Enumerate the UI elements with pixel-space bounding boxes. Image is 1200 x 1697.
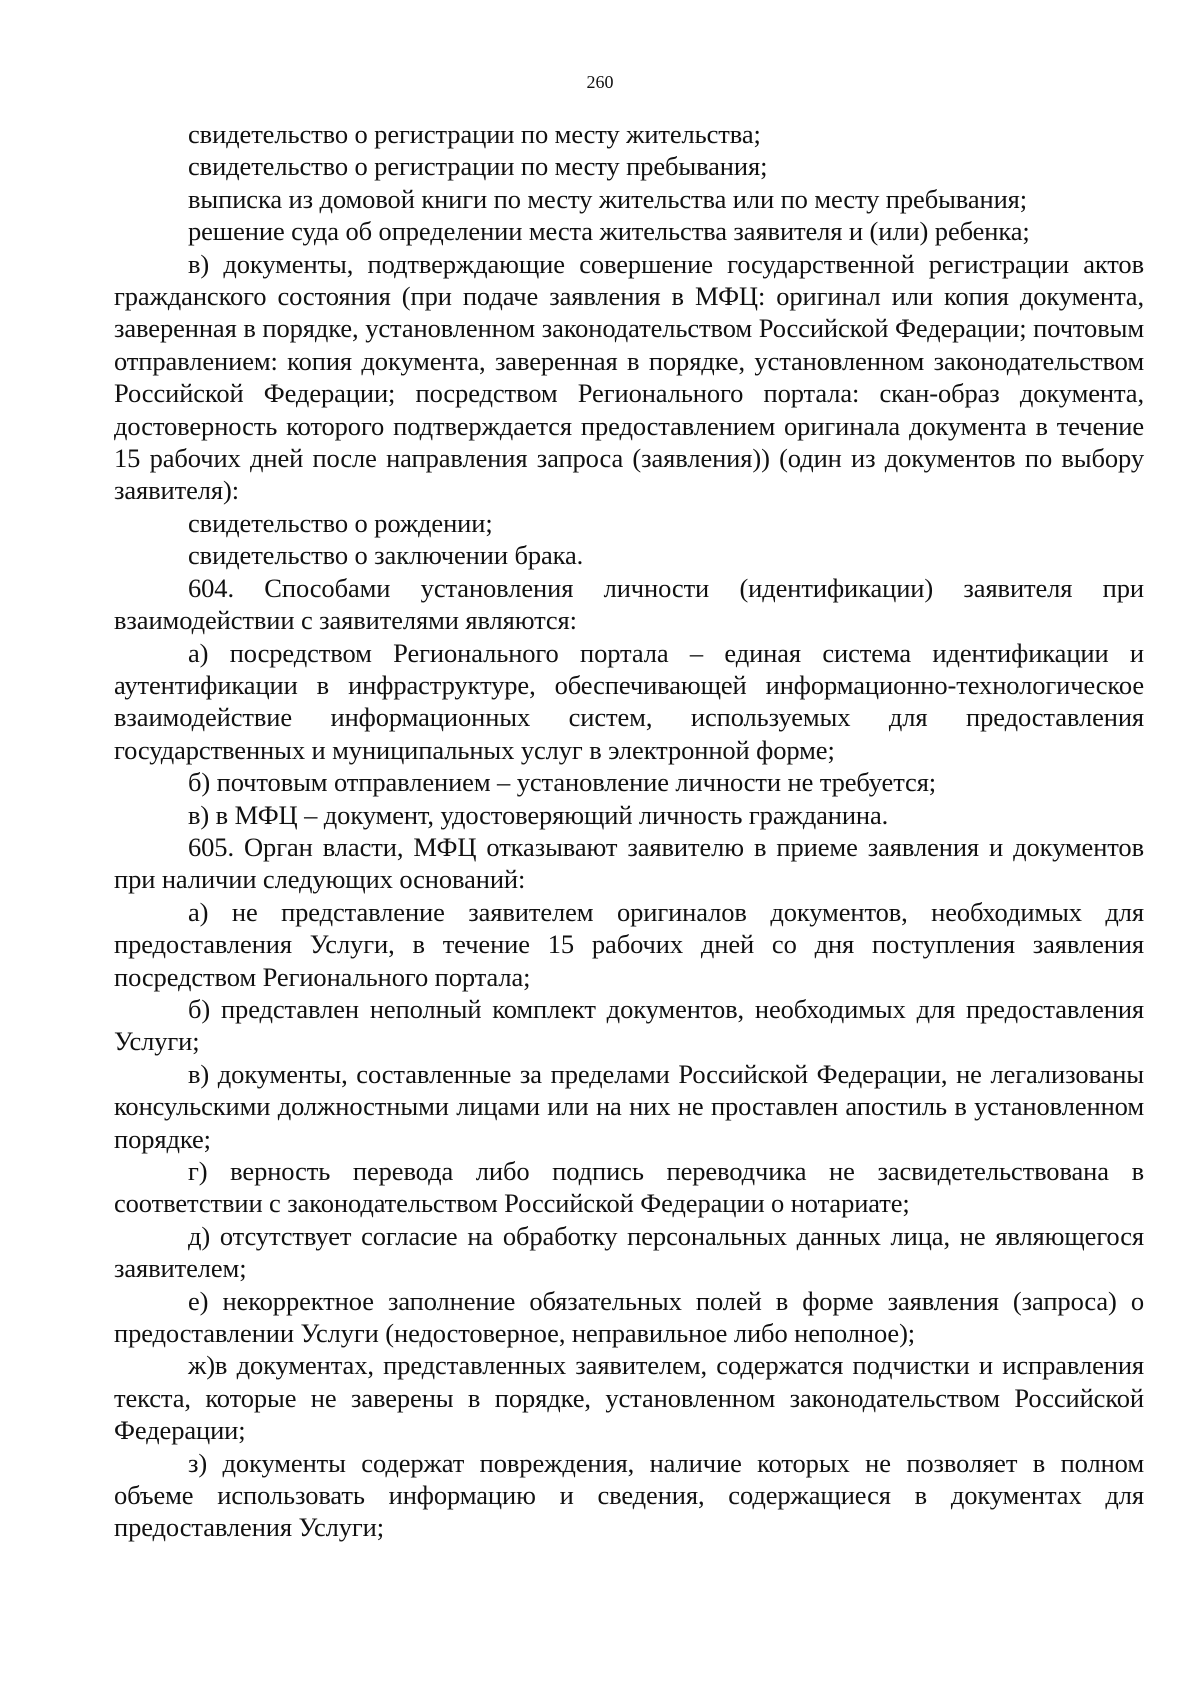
paragraph: б) представлен неполный комплект документов, необходимых для предоставления Услуги; bbox=[114, 993, 1144, 1057]
paragraph: свидетельство о рождении; bbox=[188, 507, 493, 538]
paragraph: 605. Орган власти, МФЦ отказывают заявителю в приеме заявления и документов при наличии следующих оснований: bbox=[114, 831, 1144, 895]
paragraph: в) документы, составленные за пределами Российской Федерации, не легализованы консульскими должностными лицами или на них не проставлен апостиль в установленном порядке; bbox=[114, 1058, 1144, 1154]
paragraph: свидетельство о регистрации по месту жительства; bbox=[188, 119, 761, 149]
paragraph: 604. Способами установления личности (идентификации) заявителя при взаимодействии с заявителями являются: bbox=[114, 572, 1144, 636]
paragraph: а) посредством Регионального портала – единая система идентификации и аутентификации в инфраструктуре, обеспечивающей информационно-технологическое взаимодействие информационных систем, используемых для предоставления государственных и муниципальных услуг в электронной форме; bbox=[114, 637, 1144, 765]
document-body bbox=[114, 118, 1144, 1544]
paragraph: а) не представление заявителем оригиналов документов, необходимых для предоставления Услуги, в течение 15 рабочих дней со дня поступления заявления посредством Регионального портала; bbox=[114, 896, 1144, 992]
page-number: 260 bbox=[586, 72, 614, 92]
paragraph: г) верность перевода либо подпись переводчика не засвидетельствована в соответствии с законодательством Российской Федерации о нотариате; bbox=[114, 1156, 1144, 1219]
paragraph: е) некорректное заполнение обязательных полей в форме заявления (запроса) о предоставлении Услуги (недостоверное, неправильное либо неполное); bbox=[114, 1285, 1144, 1349]
paragraph: в) документы, подтверждающие совершение государственной регистрации актов гражданского состояния (при подаче заявления в МФЦ: оригинал или копия документа, заверенная в порядке, установленном законодательством Российской Федерации; почтовым отправлением: копия документа, заверенная в порядке, установленном законодательством Российской Федерации; посредством Регионального портала: скан-образ документа, достоверность которого подтверждается предоставлением оригинала документа в течение 15 рабочих дней после направления запроса (заявления)) (один из документов по выбору заявителя): bbox=[114, 248, 1144, 506]
paragraph: б) почтовым отправлением – установление личности не требуется; bbox=[188, 767, 937, 798]
paragraph: в) в МФЦ – документ, удостоверяющий личность гражданина. bbox=[188, 799, 889, 830]
paragraph: свидетельство о регистрации по месту пребывания; bbox=[188, 151, 768, 182]
paragraph: свидетельство о заключении брака. bbox=[188, 540, 584, 571]
paragraph: з) документы содержат повреждения, наличие которых не позволяет в полном объеме использовать информацию и сведения, содержащиеся в документах для предоставления Услуги; bbox=[114, 1447, 1144, 1543]
paragraph: выписка из домовой книги по месту жительства или по месту пребывания; bbox=[188, 183, 1028, 214]
paragraph: д) отсутствует согласие на обработку персональных данных лица, не являющегося заявителем; bbox=[114, 1220, 1144, 1284]
paragraph: решение суда об определении места жительства заявителя и (или) ребенка; bbox=[188, 216, 1030, 247]
paragraph: ж)в документах, представленных заявителем, содержатся подчистки и исправления текста, которые не заверены в порядке, установленном законодательством Российской Федерации; bbox=[114, 1350, 1144, 1446]
